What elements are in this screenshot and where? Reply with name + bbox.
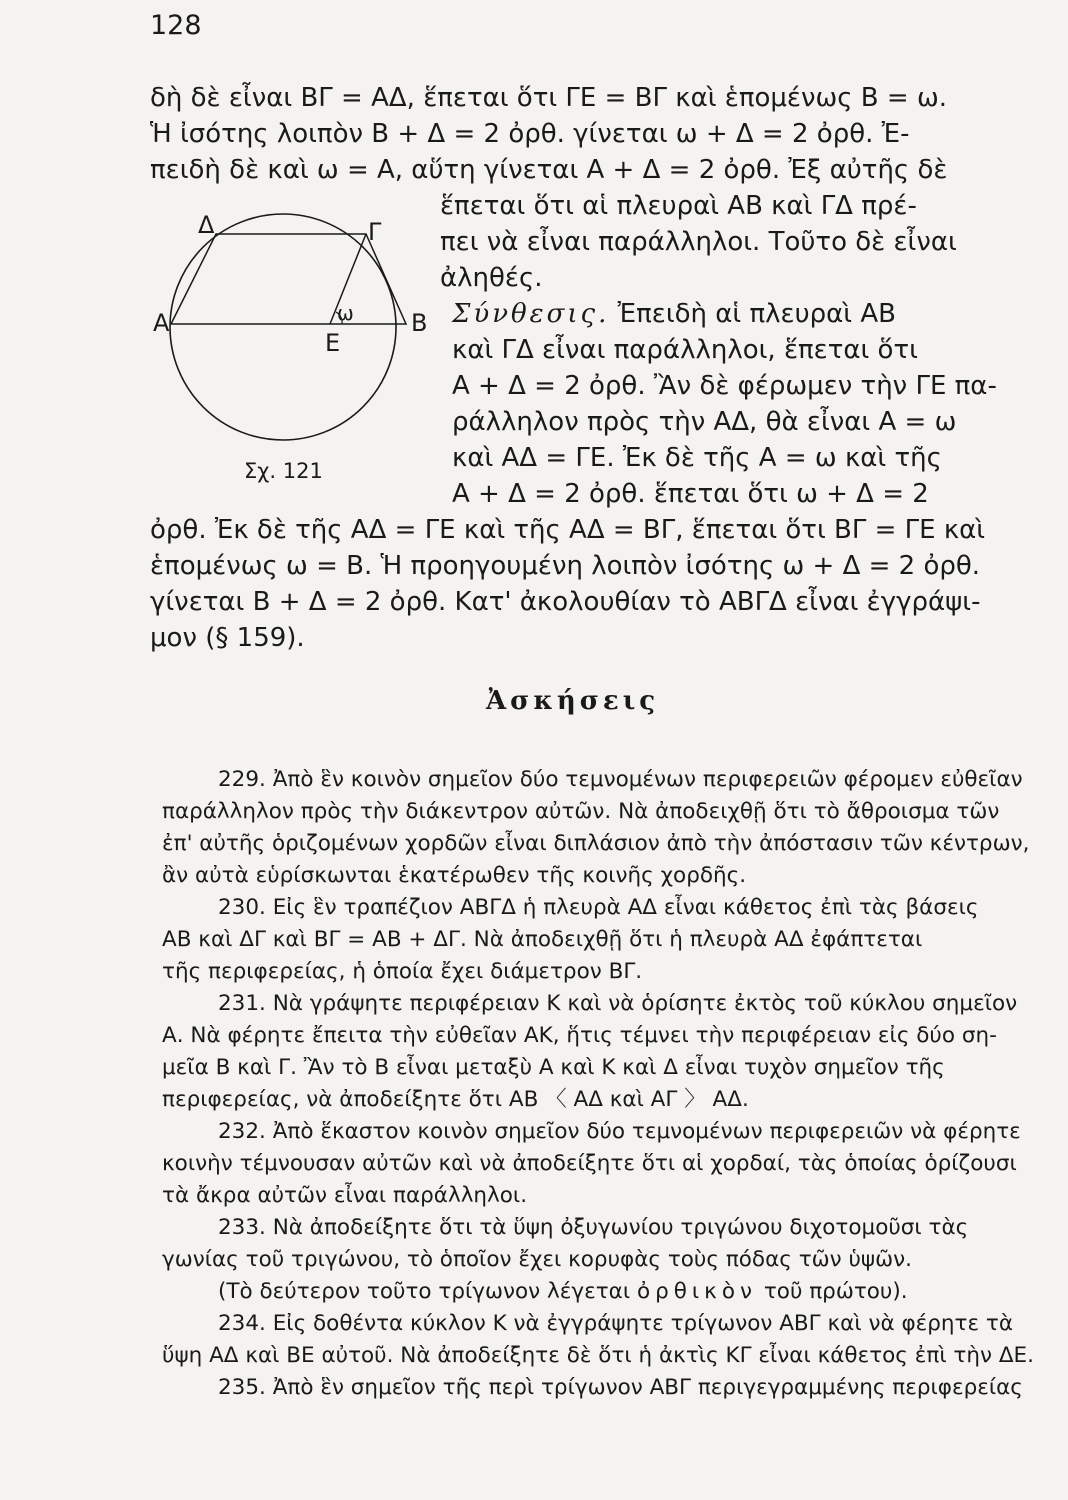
proof-line: πει νὰ εἶναι παράλληλοι. Τοῦτο δὲ εἶναι bbox=[440, 227, 957, 257]
exercise-line: ἂν αὐτὰ εὑρίσκωνται ἑκατέρωθεν τῆς κοινῆς χορδῆς. bbox=[162, 863, 747, 888]
proof-line: καὶ ΑΔ = ΓΕ. Ἐκ δὲ τῆς Α = ω καὶ τῆς bbox=[452, 443, 942, 473]
proof-line: ὀρθ. Ἐκ δὲ τῆς ΑΔ = ΓΕ καὶ τῆς ΑΔ = ΒΓ, ἕπεται ὅτι ΒΓ = ΓΕ καὶ bbox=[150, 515, 986, 545]
exercise-line: παράλληλον πρὸς τὴν διάκεντρον αὐτῶν. Νὰ ἀποδειχθῇ ὅτι τὸ ἄθροισμα τῶν bbox=[162, 799, 1000, 824]
exercise-line: 231. Νὰ γράψητε περιφέρειαν Κ καὶ νὰ ὁρίσητε ἐκτὸς τοῦ κύκλου σημεῖον bbox=[218, 991, 1018, 1016]
exercise-line: περιφερείας, νὰ ἀποδείξητε ὅτι ΑΒ 〈 ΑΔ καὶ ΑΓ 〉 ΑΔ. bbox=[162, 1087, 749, 1112]
exercise-line: τὰ ἄκρα αὐτῶν εἶναι παράλληλοι. bbox=[162, 1183, 528, 1208]
proof-line: ἀληθές. bbox=[440, 263, 543, 293]
exercise-line: ὕψη ΑΔ καὶ ΒΕ αὐτοῦ. Νὰ ἀποδείξητε δὲ ὅτι ἡ ἀκτὶς ΚΓ εἶναι κάθετος ἐπὶ τὴν ΔΕ. bbox=[162, 1343, 1034, 1368]
exercise-line: ἐπ' αὐτῆς ὁριζομένων χορδῶν εἶναι διπλάσιον ἀπὸ τὴν ἀπόστασιν τῶν κέντρων, bbox=[162, 831, 1030, 856]
label-A: Α bbox=[153, 309, 170, 337]
proof-line: πειδὴ δὲ καὶ ω = Α, αὕτη γίνεται Α + Δ = 2 ὀρθ. Ἐξ αὐτῆς δὲ bbox=[150, 155, 948, 185]
exercises-heading: Ἀσκήσεις bbox=[486, 686, 660, 716]
proof-line: ράλληλον πρὸς τὴν ΑΔ, θὰ εἶναι Α = ω bbox=[452, 407, 957, 437]
spaced-term: ὀρθικὸν bbox=[636, 1279, 758, 1304]
proof-line: καὶ ΓΔ εἶναι παράλληλοι, ἕπεται ὅτι bbox=[452, 335, 918, 365]
page-number: 128 bbox=[150, 10, 202, 41]
exercise-line: 232. Ἀπὸ ἕκαστον κοινὸν σημεῖον δύο τεμνομένων περιφερειῶν νὰ φέρητε bbox=[218, 1119, 1021, 1144]
proof-line: Ἡ ἰσότης λοιπὸν Β + Δ = 2 ὀρθ. γίνεται ω + Δ = 2 ὀρθ. Ἐ- bbox=[150, 119, 910, 149]
label-omega: ω bbox=[337, 301, 354, 325]
synthesis-text: Ἐπειδὴ αἱ πλευραὶ ΑΒ bbox=[617, 299, 896, 329]
exercise-line: 229. Ἀπὸ ἓν κοινὸν σημεῖον δύο τεμνομένων περιφερειῶν φέρομεν εὐθεῖαν bbox=[218, 767, 1023, 792]
proof-line: ἑπομένως ω = Β. Ἡ προηγουμένη λοιπὸν ἰσότης ω + Δ = 2 ὀρθ. bbox=[150, 551, 981, 581]
label-D: Δ bbox=[198, 211, 215, 239]
trapezoid-ABGD bbox=[171, 234, 406, 324]
proof-line: Α + Δ = 2 ὀρθ. Ἂν δὲ φέρωμεν τὴν ΓΕ πα- bbox=[452, 371, 997, 401]
proof-line: μον (§ 159). bbox=[150, 623, 305, 653]
proof-line: γίνεται Β + Δ = 2 ὀρθ. Κατ' ἀκολουθίαν τὸ ΑΒΓΔ εἶναι ἐγγράψι- bbox=[150, 587, 981, 617]
label-E: Ε bbox=[325, 329, 341, 357]
synthesis-line bbox=[452, 298, 896, 330]
exercise-line: ΑΒ καὶ ΔΓ καὶ ΒΓ = ΑΒ + ΔΓ. Νὰ ἀποδειχθῇ ὅτι ἡ πλευρὰ ΑΔ ἐφάπτεται bbox=[162, 927, 923, 952]
proof-line: ἕπεται ὅτι αἱ πλευραὶ ΑΒ καὶ ΓΔ πρέ- bbox=[440, 191, 917, 221]
exercise-text: (Τὸ δεύτερον τοῦτο τρίγωνον λέγεται bbox=[218, 1279, 631, 1304]
circumcircle bbox=[170, 214, 396, 440]
exercise-line bbox=[218, 1276, 908, 1308]
figure-caption: Σχ. 121 bbox=[244, 459, 323, 483]
exercise-line: Α. Νὰ φέρητε ἔπειτα τὴν εὐθεῖαν ΑΚ, ἥτις τέμνει τὴν περιφέρειαν εἰς δύο ση- bbox=[162, 1023, 997, 1048]
exercise-line: 230. Εἰς ἓν τραπέζιον ΑΒΓΔ ἡ πλευρὰ ΑΔ εἶναι κάθετος ἐπὶ τὰς βάσεις bbox=[218, 895, 979, 920]
exercise-line: γωνίας τοῦ τριγώνου, τὸ ὁποῖον ἔχει κορυφὰς τοὺς πόδας τῶν ὑψῶν. bbox=[162, 1247, 912, 1272]
label-G: Γ bbox=[368, 218, 382, 246]
exercise-line: τῆς περιφερείας, ἡ ὁποία ἔχει διάμετρον ΒΓ. bbox=[162, 959, 643, 984]
figure-121 bbox=[150, 188, 440, 493]
exercise-line: 235. Ἀπὸ ἓν σημεῖον τῆς περὶ τρίγωνον ΑΒΓ περιγεγραμμένης περιφερείας bbox=[218, 1375, 1023, 1400]
exercise-line: μεῖα Β καὶ Γ. Ἂν τὸ Β εἶναι μεταξὺ Α καὶ Κ καὶ Δ εἶναι τυχὸν σημεῖον τῆς bbox=[162, 1055, 945, 1080]
label-B: Β bbox=[411, 309, 428, 337]
exercise-text: τοῦ πρώτου). bbox=[763, 1279, 908, 1304]
proof-line: δὴ δὲ εἶναι ΒΓ = ΑΔ, ἕπεται ὅτι ΓΕ = ΒΓ καὶ ἑπομένως Β = ω. bbox=[150, 83, 947, 113]
exercise-line: 234. Εἰς δοθέντα κύκλον Κ νὰ ἐγγράψητε τρίγωνον ΑΒΓ καὶ νὰ φέρητε τὰ bbox=[218, 1311, 1014, 1336]
exercise-line: 233. Νὰ ἀποδείξητε ὅτι τὰ ὕψη ὀξυγωνίου τριγώνου διχοτομοῦσι τὰς bbox=[218, 1215, 969, 1240]
proof-line: Α + Δ = 2 ὀρθ. ἕπεται ὅτι ω + Δ = 2 bbox=[452, 479, 929, 509]
exercise-line: κοινὴν τέμνουσαν αὐτῶν καὶ νὰ ἀποδείξητε ὅτι αἱ χορδαί, τὰς ὁποίας ὁρίζουσι bbox=[162, 1151, 1017, 1176]
synthesis-title: Σύνθεσις. bbox=[452, 299, 610, 329]
